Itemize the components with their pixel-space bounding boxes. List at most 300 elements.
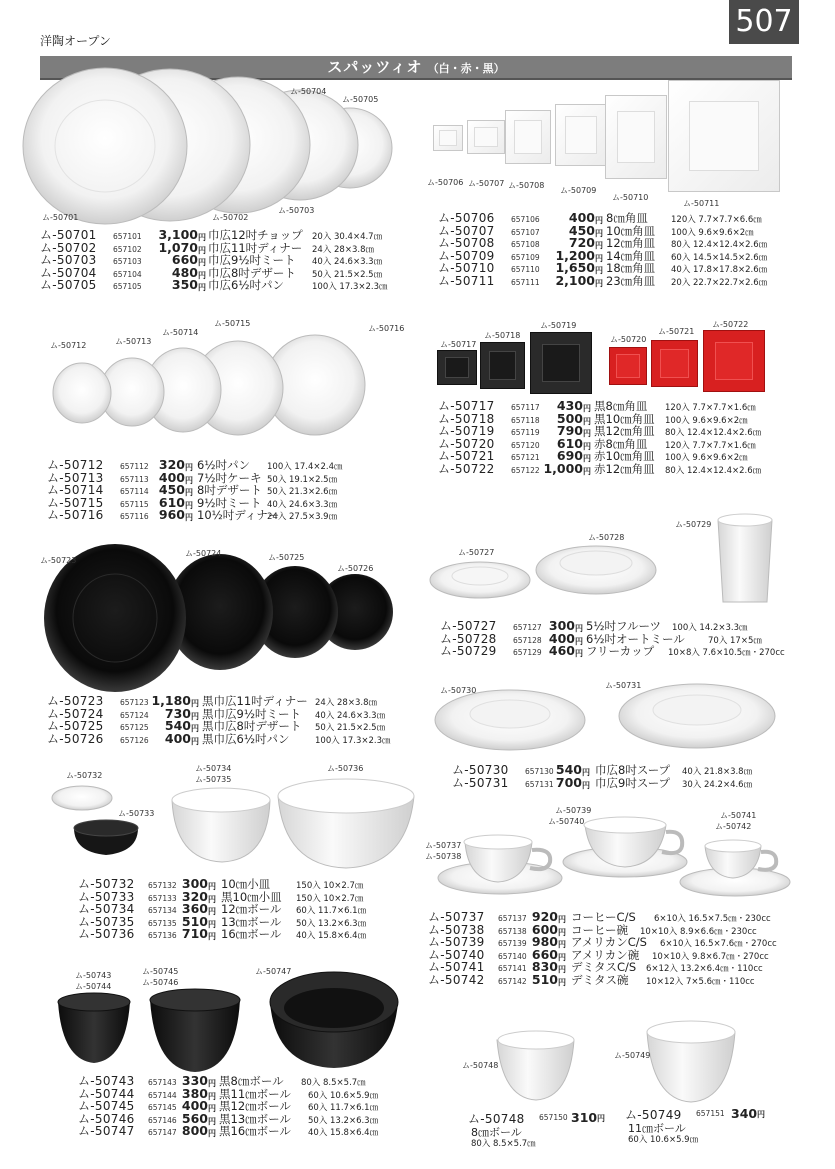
item-number: 657151 [696, 1109, 725, 1118]
image-label: ム-50702 [212, 213, 249, 222]
yen-unit: 円 [198, 283, 206, 292]
small-plates-bowls-image [52, 779, 414, 868]
price: 1,070 [158, 239, 198, 255]
product-row [47, 730, 417, 746]
product-spec: 80入 12.4×12.4×2.6㎝ [665, 428, 762, 438]
product-name: 10㎝小皿 [221, 877, 271, 891]
product-spec: 50入 21.3×2.6㎝ [267, 487, 338, 497]
product-name: 23㎝角皿 [606, 273, 656, 288]
product-row [47, 695, 417, 708]
price: 300 [181, 876, 208, 891]
image-label: ム-50714 [162, 328, 199, 337]
image-label: ム-50717 [440, 340, 477, 349]
item-number: 657114 [120, 487, 149, 496]
yen-unit: 円 [208, 882, 216, 891]
product-code: ム-50731 [452, 775, 509, 790]
price: 400 [158, 469, 185, 485]
item-number: 657104 [113, 269, 142, 279]
image-label: ム-50724 [185, 549, 222, 558]
product-row [47, 459, 407, 472]
product-name: 黒巾広8吋デザート [202, 719, 302, 733]
price: 790 [556, 423, 583, 438]
price: 400 [181, 1098, 208, 1113]
product-name: 黒12㎝角皿 [594, 424, 655, 438]
price: 660 [171, 252, 198, 267]
product-name: 巾広8吋スープ [595, 763, 671, 777]
yen-unit: 円 [208, 932, 216, 941]
image-label: ム-50747 [255, 967, 292, 976]
price: 510 [531, 971, 558, 987]
page-number: 507 [729, 0, 799, 44]
item-number: 657136 [148, 931, 177, 940]
product-row [428, 961, 818, 974]
product-name: 巾広8吋デザート [208, 265, 296, 280]
image-label: ム-50730 [440, 686, 477, 695]
item-number: 657146 [148, 1115, 177, 1125]
image-label: ム-50736 [327, 764, 364, 773]
image-label: ム-50735 [195, 775, 232, 784]
product-row [452, 774, 812, 790]
price: 400 [548, 630, 575, 646]
item-number: 657102 [113, 244, 142, 254]
category-label: 洋陶オープン [40, 34, 111, 48]
product-name: 12㎝角皿 [606, 236, 656, 250]
item-number: 657132 [148, 881, 177, 890]
price: 700 [555, 774, 582, 790]
product-row [452, 764, 812, 777]
product-spec: 40入 17.8×17.8×2.6㎝ [671, 265, 768, 275]
yen-unit: 円 [583, 416, 591, 426]
item-number: 657134 [148, 906, 177, 915]
image-label: ム-50713 [115, 337, 152, 346]
price: 660 [531, 946, 558, 962]
product-row [40, 279, 410, 292]
yen-unit: 円 [583, 441, 591, 451]
price: 320 [181, 888, 208, 904]
product-spec: 50入 21.5×2.5㎝ [315, 723, 386, 733]
price-list-section5 [47, 695, 417, 745]
product-row [438, 400, 798, 413]
yen-unit: 円 [583, 466, 591, 476]
product-code: ム-50724 [47, 706, 104, 721]
product-row [78, 1100, 418, 1113]
yen-unit: 円 [583, 454, 591, 463]
yen-unit: 円 [208, 1116, 216, 1126]
yen-unit: 円 [582, 780, 590, 790]
image-label: ム-50725 [268, 553, 305, 562]
yen-unit: 円 [185, 463, 193, 472]
image-label: ム-50715 [214, 319, 251, 328]
product-row [428, 971, 818, 987]
price: 350 [171, 277, 198, 292]
price: 730 [164, 705, 191, 721]
product-name: 8㎝ボール [471, 1126, 522, 1139]
product-code: ム-50702 [40, 240, 97, 255]
series-colors: （白・赤・黒） [427, 62, 505, 75]
product-code: ム-50749 [625, 1108, 682, 1122]
image-label: ム-50727 [458, 548, 495, 557]
product-row [438, 450, 798, 463]
price: 300 [548, 618, 575, 633]
product-name: 8㎝角皿 [606, 211, 648, 225]
product-spec: 100入 17.3×2.3㎝ [312, 282, 388, 292]
product-code: ム-50715 [47, 495, 104, 510]
product-code: ム-50712 [47, 458, 104, 472]
yen-unit: 円 [191, 711, 199, 721]
yen-unit: 円 [558, 977, 566, 987]
price: 320 [158, 457, 185, 472]
price: 610 [158, 494, 185, 510]
image-label: ム-50705 [342, 95, 379, 104]
product-name: 黒11㎝ボール [219, 1086, 291, 1101]
product-code: ム-50732 [78, 877, 135, 891]
product-spec: 10×12入 7×5.6㎝・110cc [646, 976, 755, 987]
item-number: 657120 [511, 440, 540, 450]
price: 450 [158, 482, 185, 497]
product-name: 黒16㎝ボール [219, 1124, 291, 1138]
product-code: ム-50704 [40, 265, 97, 280]
product-spec: 40入 15.8×6.4㎝ [308, 1128, 379, 1138]
item-number: 657128 [513, 635, 542, 645]
price: 690 [556, 448, 583, 463]
image-label: ム-50746 [142, 978, 179, 987]
image-label: ム-50704 [290, 87, 327, 96]
product-code: ム-50734 [78, 902, 135, 916]
item-number: 657108 [511, 240, 540, 249]
item-number: 657122 [511, 465, 540, 475]
yen-unit: 円 [198, 258, 206, 267]
price: 450 [568, 222, 595, 238]
product-name: 黒8㎝ボール [219, 1074, 284, 1088]
product-code: ム-50722 [438, 461, 495, 476]
product-name: 黒10㎝角皿 [594, 411, 655, 426]
product-spec: 60入 11.7×6.1㎝ [296, 906, 367, 916]
yen-unit: 円 [595, 278, 603, 288]
product-code: ム-50736 [78, 927, 135, 941]
price: 1,650 [555, 260, 595, 275]
item-number: 657121 [511, 453, 540, 462]
item-number: 657127 [513, 623, 542, 632]
yen-unit: 円 [558, 965, 566, 974]
product-code: ム-50705 [40, 278, 97, 292]
price: 330 [181, 1073, 208, 1088]
item-number: 657139 [498, 939, 527, 948]
yen-unit: 円 [185, 513, 193, 522]
yen-unit: 円 [185, 500, 193, 510]
product-spec: 120入 7.7×7.7×6.6㎝ [671, 215, 762, 225]
price-list-section11-item2 [625, 1106, 795, 1156]
price: 920 [531, 909, 558, 924]
product-spec: 20入 30.4×4.7㎝ [312, 232, 383, 242]
price-list-section3 [47, 459, 407, 522]
product-code: ム-50726 [47, 731, 104, 746]
item-number: 657123 [120, 698, 149, 707]
product-name: デミタス碗 [571, 972, 629, 987]
product-spec: 30入 24.2×4.6㎝ [682, 779, 753, 790]
product-name: 黒13㎝ボール [219, 1111, 291, 1126]
image-label: ム-50739 [555, 806, 592, 815]
price: 340 [731, 1106, 758, 1121]
product-spec: 100入 9.6×9.6×2㎝ [665, 415, 748, 426]
image-label: ム-50734 [195, 764, 232, 773]
item-number: 657103 [113, 257, 142, 266]
product-name: 赤8㎝角皿 [594, 436, 648, 451]
product-code: ム-50745 [78, 1099, 135, 1113]
product-spec: 150入 10×2.7㎝ [296, 881, 364, 891]
product-name: 7½吋ケーキ [197, 470, 262, 485]
yen-unit: 円 [575, 636, 583, 646]
product-spec: 10×10入 9.8×6.7㎝・270cc [652, 951, 769, 962]
image-label: ム-50712 [50, 341, 87, 350]
product-code: ム-50717 [438, 399, 495, 413]
yen-unit: 円 [208, 1104, 216, 1113]
item-number: 657112 [120, 462, 149, 471]
product-row [438, 212, 798, 225]
product-name: 18㎝角皿 [606, 261, 656, 275]
yen-unit: 円 [595, 266, 603, 275]
fruit-oatmeal-cup-image [430, 514, 772, 602]
product-spec: 80入 12.4×12.4×2.6㎝ [671, 240, 768, 250]
product-code: ム-50728 [440, 631, 497, 646]
item-number: 657142 [498, 976, 527, 986]
product-spec: 10×10入 8.9×6.6㎝・230cc [640, 926, 757, 937]
yen-unit: 円 [582, 768, 590, 777]
image-label: ム-50703 [278, 206, 315, 215]
item-number: 657150 [539, 1113, 568, 1122]
yen-unit: 円 [595, 241, 603, 250]
product-spec: 120入 7.7×7.7×1.6㎝ [665, 403, 756, 413]
yen-unit: 円 [757, 1110, 765, 1119]
product-spec: 20入 22.7×22.7×2.6㎝ [671, 277, 768, 288]
product-spec: 6×10入 16.5×7.6㎝・270cc [660, 939, 777, 949]
product-spec: 24入 27.5×3.9㎝ [267, 512, 338, 522]
price-list-section11-item1 [468, 1110, 618, 1160]
product-code: ム-50737 [428, 910, 485, 924]
product-name: 黒10㎝小皿 [221, 889, 282, 904]
product-name: 8吋デザート [197, 483, 262, 497]
product-spec: 80入 8.5×5.7㎝ [471, 1139, 536, 1149]
product-row [78, 903, 418, 916]
product-name: 16㎝ボール [221, 927, 282, 941]
price: 310 [571, 1110, 598, 1125]
item-number: 657101 [113, 232, 142, 241]
product-name: 巾広11吋ディナー [208, 240, 303, 255]
price: 430 [556, 398, 583, 413]
product-code: ム-50735 [78, 914, 135, 929]
price: 2,100 [555, 272, 595, 288]
product-row [78, 1075, 418, 1088]
product-code: ム-50714 [47, 483, 104, 497]
product-row [78, 1125, 418, 1138]
image-label: ム-50743 [75, 971, 112, 980]
round-plates-image [53, 335, 365, 435]
product-name: コーヒーC/S [571, 910, 636, 924]
price: 540 [555, 762, 582, 777]
product-spec: 40入 15.8×6.4㎝ [296, 931, 367, 941]
price-list-section8 [78, 878, 418, 941]
product-row [47, 484, 407, 497]
image-label: ム-50726 [337, 564, 374, 573]
product-spec: 24入 28×3.8㎝ [315, 698, 377, 708]
white-bowls-image [497, 1021, 735, 1102]
item-number: 657135 [148, 918, 177, 928]
yen-unit: 円 [191, 736, 199, 746]
product-code: ム-50711 [438, 273, 495, 288]
image-label: ム-50728 [588, 533, 625, 542]
product-row [440, 620, 810, 633]
item-number: 657129 [513, 648, 542, 657]
product-spec: 120入 7.7×7.7×1.6㎝ [665, 440, 756, 451]
item-number: 657118 [511, 415, 540, 425]
series-title: スパッツィオ [327, 58, 423, 76]
item-number: 657144 [148, 1090, 177, 1100]
yen-unit: 円 [208, 1129, 216, 1138]
yen-unit: 円 [208, 1079, 216, 1088]
product-row [47, 720, 417, 733]
product-row [438, 237, 798, 250]
image-label: ム-50721 [658, 327, 695, 336]
image-label: ム-50733 [118, 809, 155, 818]
image-label: ム-50737 [425, 841, 462, 850]
product-name: 11㎝ボール [628, 1122, 686, 1135]
price-list-section4 [438, 400, 798, 475]
price: 610 [556, 435, 583, 451]
product-name: 9½吋ミート [197, 495, 262, 510]
product-code: ム-50740 [428, 947, 485, 962]
yen-unit: 円 [583, 404, 591, 413]
image-label: ム-50744 [75, 982, 112, 991]
item-number: 657113 [120, 474, 149, 484]
product-row [440, 645, 810, 658]
image-label: ム-50716 [368, 324, 405, 333]
product-spec: 100入 17.3×2.3㎝ [315, 735, 391, 746]
item-number: 657130 [525, 767, 554, 776]
product-spec: 60入 10.6×5.9㎝ [628, 1135, 699, 1145]
product-code: ム-50746 [78, 1111, 135, 1126]
item-number: 657131 [525, 779, 554, 789]
product-name: 12㎝ボール [221, 902, 282, 916]
yen-unit: 円 [558, 915, 566, 924]
product-spec: 40入 24.6×3.3㎝ [315, 710, 386, 721]
price: 800 [181, 1123, 208, 1138]
product-code: ム-50708 [438, 236, 495, 250]
item-number: 657125 [120, 723, 149, 732]
product-spec: 10×8入 7.6×10.5㎝・270cc [668, 648, 785, 658]
image-label: ム-50708 [508, 181, 545, 190]
yen-unit: 円 [558, 927, 566, 937]
product-code: ム-50709 [438, 248, 495, 263]
item-number: 657110 [511, 265, 540, 274]
product-code: ム-50733 [78, 889, 135, 904]
price: 1,200 [555, 247, 595, 263]
price-list-section7 [452, 764, 812, 789]
product-spec: 60入 14.5×14.5×2.6㎝ [671, 252, 768, 263]
product-code: ム-50730 [452, 763, 509, 777]
product-spec: 100入 14.2×3.3㎝ [672, 623, 748, 633]
product-row [438, 460, 798, 476]
product-name: 6½吋オートミール [586, 631, 685, 646]
product-code: ム-50741 [428, 960, 485, 974]
product-code: ム-50742 [428, 972, 485, 987]
yen-unit: 円 [583, 429, 591, 438]
yen-unit: 円 [198, 233, 206, 242]
image-label: ム-50722 [712, 320, 749, 329]
price-list-section1 [40, 229, 410, 292]
product-row [438, 262, 798, 275]
yen-unit: 円 [595, 228, 603, 238]
product-spec: 100入 9.6×9.6×2㎝ [671, 227, 754, 238]
item-number: 657105 [113, 282, 142, 291]
product-spec: 80入 12.4×12.4×2.6㎝ [665, 465, 762, 476]
price: 600 [531, 921, 558, 937]
product-code: ム-50710 [438, 261, 495, 275]
product-spec: 150入 10×2.7㎝ [296, 893, 364, 904]
yen-unit: 円 [575, 649, 583, 658]
product-spec: 80入 8.5×5.7㎝ [301, 1078, 366, 1088]
product-code: ム-50739 [428, 935, 485, 949]
image-label: ム-50745 [142, 967, 179, 976]
price: 540 [164, 718, 191, 733]
yen-unit: 円 [575, 624, 583, 633]
product-code: ム-50721 [438, 449, 495, 463]
product-name: 赤10㎝角皿 [594, 449, 655, 463]
yen-unit: 円 [208, 919, 216, 929]
product-name: 6½吋パン [197, 458, 250, 472]
product-code: ム-50719 [438, 424, 495, 438]
price-list-section6 [440, 620, 810, 658]
price: 560 [181, 1110, 208, 1126]
item-number: 657147 [148, 1128, 177, 1137]
product-name: 5½吋フルーツ [586, 619, 662, 633]
product-row [47, 509, 407, 522]
product-spec: 50入 13.2×6.3㎝ [308, 1115, 379, 1126]
item-number: 657107 [511, 227, 540, 237]
yen-unit: 円 [208, 894, 216, 904]
product-name: 巾広6½吋パン [208, 278, 284, 292]
product-spec: 50入 19.1×2.5㎝ [267, 474, 338, 485]
yen-unit: 円 [558, 952, 566, 962]
image-label: ム-50741 [720, 811, 757, 820]
product-name: 黒巾広6½吋パン [202, 731, 290, 746]
image-label: ム-50723 [40, 556, 77, 565]
product-row [78, 928, 418, 941]
product-code: ム-50701 [40, 228, 97, 242]
image-label: ム-50710 [612, 193, 649, 202]
product-spec: 50入 21.5×2.5㎝ [312, 269, 383, 280]
item-number: 657124 [120, 710, 149, 720]
item-number: 657119 [511, 428, 540, 437]
soup-plates-image [435, 684, 775, 750]
product-row [78, 878, 418, 891]
image-label: ム-50718 [484, 331, 521, 340]
image-label: ム-50731 [605, 681, 642, 690]
yen-unit: 円 [595, 216, 603, 225]
product-code: ム-50723 [47, 694, 104, 708]
product-spec: 60入 10.6×5.9㎝ [308, 1090, 379, 1101]
image-label: ム-50711 [683, 199, 720, 208]
product-name: アメリカン碗 [571, 947, 640, 962]
item-number: 657133 [148, 893, 177, 903]
image-label: ム-50709 [560, 186, 597, 195]
image-label: ム-50719 [540, 321, 577, 330]
product-spec: 6×10入 16.5×7.5㎝・230cc [654, 914, 771, 924]
price: 480 [171, 264, 198, 280]
product-code: ム-50747 [78, 1124, 135, 1138]
price: 980 [531, 934, 558, 949]
product-name: アメリカンC/S [571, 935, 647, 949]
price: 400 [568, 210, 595, 225]
product-spec: 100入 17.4×2.4㎝ [267, 462, 343, 472]
